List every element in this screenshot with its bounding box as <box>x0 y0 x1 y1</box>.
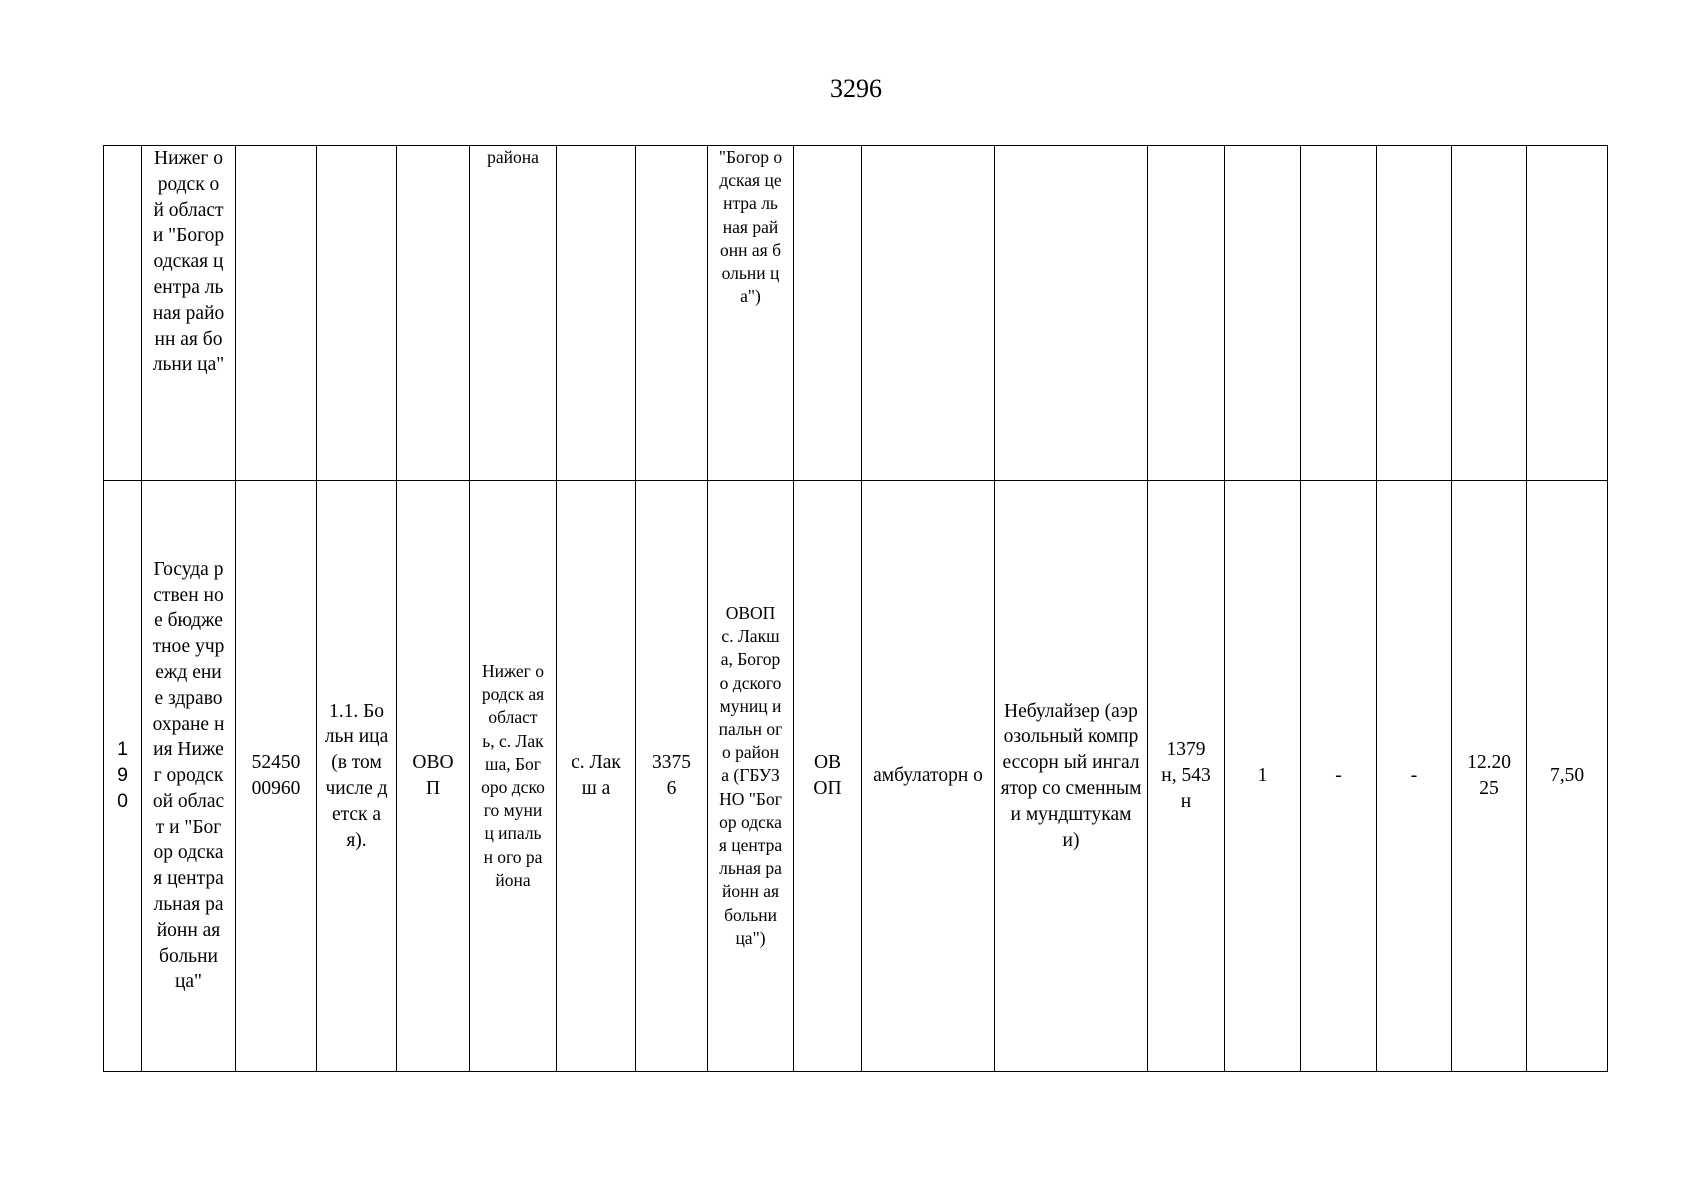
cell-col-15: - <box>1301 481 1377 1072</box>
cell-unit-type <box>794 146 862 481</box>
cell-order: 1379 н, 543н <box>1148 481 1225 1072</box>
cell-date: 12.20 25 <box>1452 481 1527 1072</box>
cell-row-number: 190 <box>104 481 142 1072</box>
cell-address: района <box>470 146 557 481</box>
cell-unit-type: ОВ ОП <box>794 481 862 1072</box>
cell-structure: "Богор одская центра льная районн ая больни ца") <box>708 146 794 481</box>
cell-col-16 <box>1377 146 1452 481</box>
cell-type <box>397 146 470 481</box>
cell-equipment <box>995 146 1148 481</box>
cell-structure: ОВОП с. Лакша, Богоро дского муниц ипальн ого района (ГБУЗ НО "Богор одская центра льная районн ая больни ца") <box>708 481 794 1072</box>
cell-care-type <box>862 146 995 481</box>
data-table <box>103 145 1608 1072</box>
cell-amount <box>1527 146 1608 481</box>
table-row-continuation <box>104 146 1608 481</box>
cell-col-16: - <box>1377 481 1452 1072</box>
cell-row-number <box>104 146 142 481</box>
cell-date <box>1452 146 1527 481</box>
table-row <box>104 481 1608 1072</box>
cell-division: 1.1. Больн ица (в том числе детск ая). <box>317 481 397 1072</box>
cell-index <box>636 146 708 481</box>
cell-type: ОВО П <box>397 481 470 1072</box>
cell-inn <box>236 146 317 481</box>
cell-locality: с. Лакш а <box>557 481 636 1072</box>
cell-care-type: амбулаторн о <box>862 481 995 1072</box>
cell-address: Нижег ородск ая област ь, с. Лакша, Богоро дского муниц ипальн ого района <box>470 481 557 1072</box>
cell-amount: 7,50 <box>1527 481 1608 1072</box>
cell-index: 3375 6 <box>636 481 708 1072</box>
cell-quantity: 1 <box>1225 481 1301 1072</box>
cell-organization: Госуда рствен ное бюдже тное учрежд ение здраво охране ния Нижег ородск ой област и "Богор одская центра льная районн ая больни ца" <box>142 481 236 1072</box>
page-number: 3296 <box>830 74 882 103</box>
cell-order <box>1148 146 1225 481</box>
cell-division <box>317 146 397 481</box>
cell-organization: Нижег ородск ой област и "Богор одская центра льная районн ая больни ца" <box>142 146 236 481</box>
cell-col-15 <box>1301 146 1377 481</box>
cell-equipment: Небулайзер (аэрозольный компрессорн ый ингалятор со сменными мундштукам и) <box>995 481 1148 1072</box>
cell-quantity <box>1225 146 1301 481</box>
cell-inn: 52450 00960 <box>236 481 317 1072</box>
cell-locality <box>557 146 636 481</box>
